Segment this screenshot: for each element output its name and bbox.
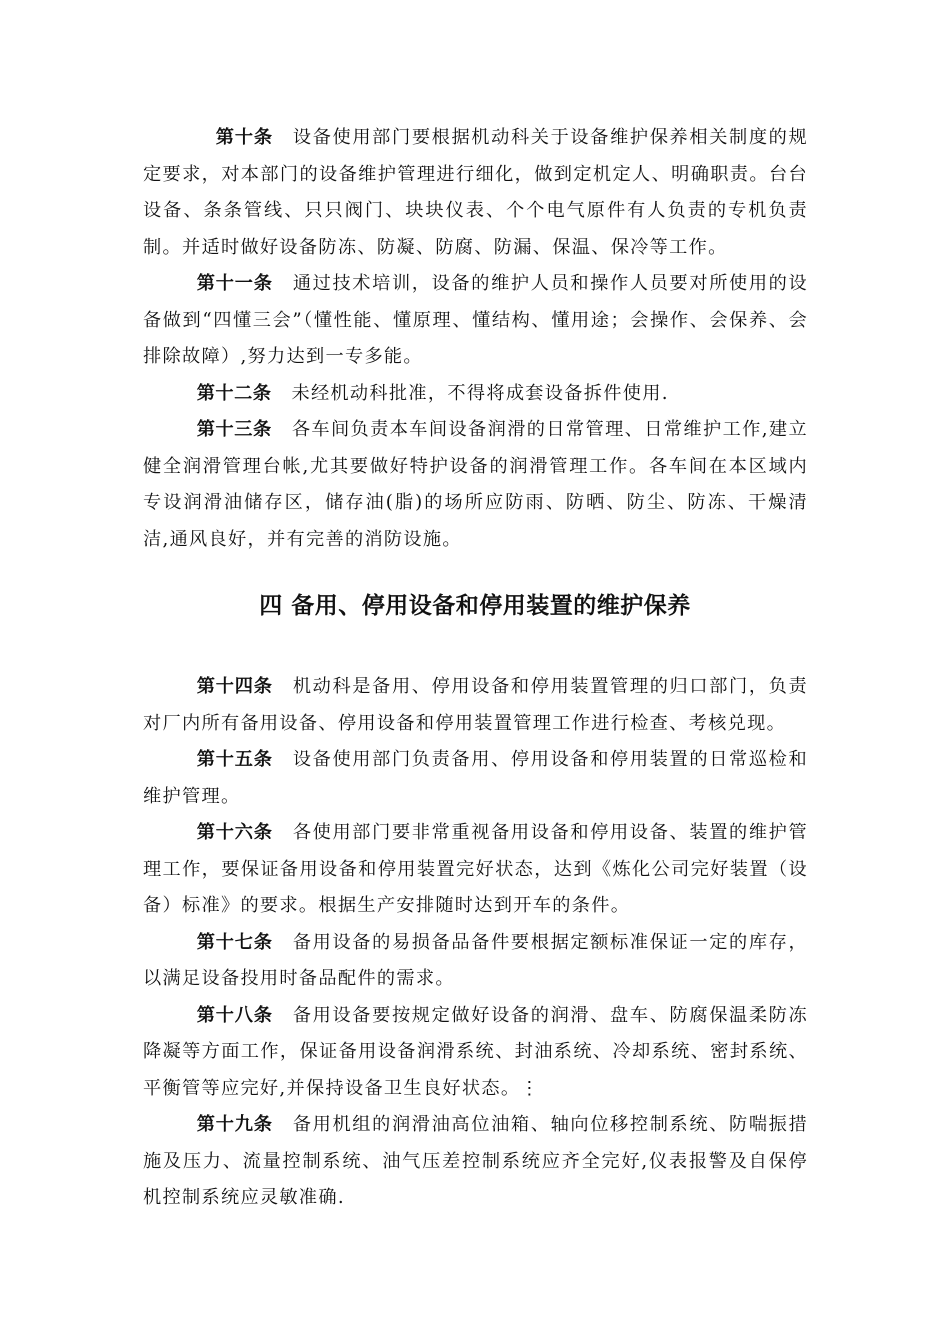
article-10	[143, 120, 808, 266]
section-heading: 四 备用、停用设备和停用装置的维护保养	[259, 593, 691, 619]
article-text: 通过技术培训，设备的维护人员和操作人员要对所使用的设备做到“四懂三会”（懂性能、懂原理、懂结构、懂用途；会操作、会保养、会排除故障）,努力达到一专多能。	[143, 273, 808, 367]
article-number: 第十八条	[196, 1004, 273, 1026]
article-text: 各车间负责本车间设备润滑的日常管理、日常维护工作,建立健全润滑管理台帐,尤其要做好特护设备的润滑管理工作。各车间在本区域内专设润滑油储存区，储存油(脂)的场所应防雨、防晒、防尘、防冻、干燥清洁,通风良好，并有完善的消防设施。	[143, 419, 808, 550]
article-19	[143, 1107, 808, 1217]
section-standby-equipment-articles	[143, 669, 808, 1217]
article-number: 第十三条	[196, 419, 272, 440]
article-13	[143, 412, 808, 558]
article-12	[143, 376, 808, 413]
article-11	[143, 266, 808, 376]
article-text: 设备使用部门负责备用、停用设备和停用装置的日常巡检和维护管理。	[143, 749, 808, 807]
article-text: 机动科是备用、停用设备和停用装置管理的归口部门，负责对厂内所有备用设备、停用设备和停用装置管理工作进行检查、考核兑现。	[143, 676, 808, 734]
article-number: 第十七条	[196, 931, 273, 953]
article-18	[143, 998, 808, 1108]
article-text: 未经机动科批准，不得将成套设备拆件使用.	[291, 382, 669, 404]
section-maintenance-articles	[143, 120, 808, 558]
article-number: 第十六条	[196, 822, 273, 843]
article-text: 备用机组的润滑油高位油箱、轴向位移控制系统、防喘振措施及压力、流量控制系统、油气压差控制系统应齐全完好,仪表报警及自保停机控制系统应灵敏准确.	[143, 1114, 808, 1208]
article-text: 设备使用部门要根据机动科关于设备维护保养相关制度的规定要求，对本部门的设备维护管理进行细化，做到定机定人、明确职责。台台设备、条条管线、只只阀门、块块仪表、个个电气原件有人负责的专机负责制。并适时做好设备防冻、防凝、防腐、防漏、保温、保冷等工作。	[143, 127, 808, 258]
article-15	[143, 742, 808, 815]
article-number: 第十五条	[196, 749, 273, 770]
article-16	[143, 815, 808, 925]
article-text: 各使用部门要非常重视备用设备和停用设备、装置的维护管理工作，要保证备用设备和停用装置完好状态，达到《炼化公司完好装置（设备）标准》的要求。根据生产安排随时达到开车的条件。	[143, 822, 808, 916]
article-number: 第十二条	[196, 382, 272, 404]
article-14	[143, 669, 808, 742]
article-text: 备用设备要按规定做好设备的润滑、盘车、防腐保温柔防冻降凝等方面工作，保证备用设备润滑系统、封油系统、冷却系统、密封系统、平衡管等应完好,并保持设备卫生良好状态。⋮	[143, 1004, 808, 1099]
article-number: 第十一条	[196, 273, 273, 294]
article-number: 第十四条	[196, 676, 273, 697]
article-text: 备用设备的易损备品备件要根据定额标准保证一定的库存，以满足设备投用时备品配件的需求。	[143, 931, 808, 989]
article-17	[143, 925, 808, 998]
article-number: 第十九条	[196, 1114, 273, 1135]
article-number: 第十条	[215, 127, 273, 148]
